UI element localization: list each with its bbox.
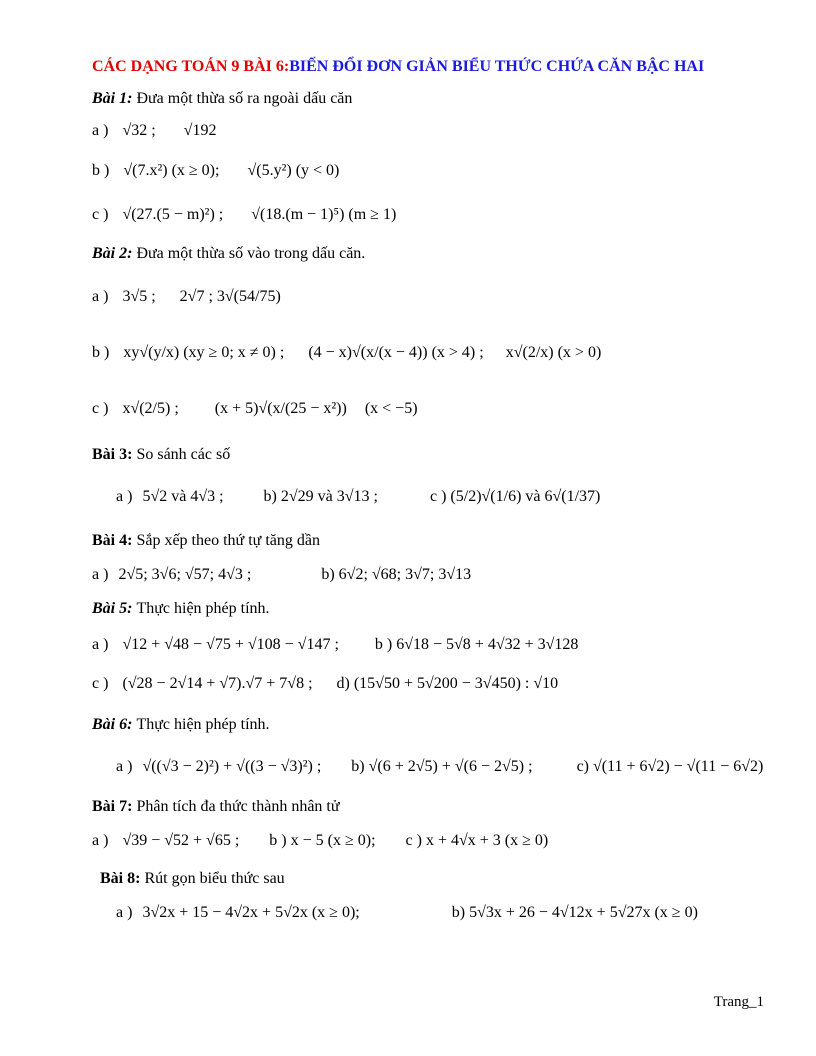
exercise-5-line-c	[92, 675, 558, 693]
exercise-text: Đưa một thừa số vào trong dấu căn.	[136, 245, 366, 262]
page-number: Trang_1	[713, 994, 764, 1010]
exercise-2-line-b	[92, 344, 601, 362]
title-prefix: CÁC DẠNG TOÁN 9 BÀI 6:	[92, 58, 290, 75]
item-label: c )	[92, 206, 109, 223]
math-expression: 5√2 và 4√3 ;	[142, 488, 224, 505]
item-label: a )	[116, 904, 133, 921]
math-expression: √192	[183, 122, 217, 139]
exercise-1-line-b	[92, 162, 339, 180]
exercise-2-line-a	[92, 288, 281, 306]
math-expression: (4 − x)√(x/(x − 4)) (x > 4) ;	[308, 344, 484, 361]
math-expression: 2√7 ; 3√(54/75)	[179, 288, 281, 305]
exercise-4-line-a	[92, 566, 471, 584]
math-expression: b) √(6 + 2√5) + √(6 − 2√5) ;	[351, 758, 533, 775]
exercise-label: Bài 5:	[92, 600, 133, 617]
item-label: a )	[92, 566, 109, 583]
item-label: c )	[92, 400, 109, 417]
math-expression: √32 ;	[122, 122, 156, 139]
math-expression: √(18.(m − 1)⁵) (m ≥ 1)	[251, 206, 397, 223]
exercise-1-line-c	[92, 206, 396, 224]
exercise-label: Bài 8:	[100, 870, 141, 887]
math-expression: b) 6√2; √68; 3√7; 3√13	[321, 566, 472, 583]
math-expression: b ) 6√18 − 5√8 + 4√32 + 3√128	[374, 636, 579, 653]
exercise-7-header	[92, 798, 340, 816]
math-expression: (x + 5)√(x/(25 − x²))	[214, 400, 347, 417]
exercise-text: Sắp xếp theo thứ tự tăng dần	[136, 532, 320, 549]
math-expression: xy√(y/x) (xy ≥ 0; x ≠ 0) ;	[123, 344, 285, 361]
exercise-text: Thực hiện phép tính.	[136, 716, 270, 733]
exercise-1-header	[92, 90, 352, 108]
math-expression: 2√5; 3√6; √57; 4√3 ;	[118, 566, 252, 583]
document-title	[92, 58, 704, 76]
math-expression: x√(2/5) ;	[122, 400, 179, 417]
exercise-text: Phân tích đa thức thành nhân tử	[136, 798, 340, 815]
math-expression: √(7.x²) (x ≥ 0);	[123, 162, 220, 179]
item-label: a )	[92, 636, 109, 653]
math-expression: c ) (5/2)√(1/6) và 6√(1/37)	[429, 488, 601, 505]
exercise-5-line-a	[92, 636, 578, 654]
item-label: b )	[92, 162, 110, 179]
math-expression: √39 − √52 + √65 ;	[122, 832, 240, 849]
math-expression: b) 2√29 và 3√13 ;	[263, 488, 378, 505]
math-expression: b ) x − 5 (x ≥ 0);	[269, 832, 376, 849]
item-label: a )	[92, 288, 109, 305]
math-expression: √(5.y²) (y < 0)	[247, 162, 340, 179]
math-expression: (x < −5)	[364, 400, 418, 417]
item-label: c )	[92, 675, 109, 692]
title-main: BIẾN ĐỔI ĐƠN GIẢN BIỂU THỨC CHỨA CĂN BẬC HAI	[289, 58, 705, 75]
exercise-2-header	[92, 245, 365, 263]
exercise-label: Bài 7:	[92, 798, 133, 815]
item-label: b )	[92, 344, 110, 361]
exercise-7-line-a	[92, 832, 548, 850]
exercise-label: Bài 1:	[92, 90, 133, 107]
math-expression: √(27.(5 − m)²) ;	[122, 206, 224, 223]
math-expression: (√28 − 2√14 + √7).√7 + 7√8 ;	[122, 675, 313, 692]
exercise-text: So sánh các số	[136, 446, 231, 463]
exercise-8-line-a	[116, 904, 698, 922]
exercise-3-line-a	[116, 488, 600, 506]
math-expression: √12 + √48 − √75 + √108 − √147 ;	[122, 636, 339, 653]
exercise-label: Bài 6:	[92, 716, 133, 733]
exercise-6-line-a	[116, 758, 763, 776]
exercise-5-header	[92, 600, 270, 618]
item-label: a )	[116, 758, 133, 775]
math-expression: c) √(11 + 6√2) − √(11 − 6√2)	[576, 758, 764, 775]
exercise-3-header	[92, 446, 230, 464]
exercise-2-line-c	[92, 400, 418, 418]
exercise-label: Bài 4:	[92, 532, 133, 549]
exercise-text: Rút gọn biểu thức sau	[144, 870, 285, 887]
exercise-label: Bài 3:	[92, 446, 133, 463]
math-expression: c ) x + 4√x + 3 (x ≥ 0)	[405, 832, 549, 849]
math-expression: d) (15√50 + 5√200 − 3√450) : √10	[336, 675, 559, 692]
item-label: a )	[116, 488, 133, 505]
exercise-text: Đưa một thừa số ra ngoài dấu căn	[136, 90, 353, 107]
exercise-6-header	[92, 716, 270, 734]
exercise-4-header	[92, 532, 320, 550]
math-expression: 3√2x + 15 − 4√2x + 5√2x (x ≥ 0);	[142, 904, 360, 921]
math-expression: b) 5√3x + 26 − 4√12x + 5√27x (x ≥ 0)	[451, 904, 698, 921]
exercise-1-line-a	[92, 122, 216, 140]
exercise-label: Bài 2:	[92, 245, 133, 262]
item-label: a )	[92, 832, 109, 849]
math-expression: √((√3 − 2)²) + √((3 − √3)²) ;	[142, 758, 322, 775]
exercise-8-header	[100, 870, 285, 888]
math-expression: 3√5 ;	[122, 288, 156, 305]
exercise-text: Thực hiện phép tính.	[136, 600, 270, 617]
math-expression: x√(2/x) (x > 0)	[505, 344, 602, 361]
item-label: a )	[92, 122, 109, 139]
